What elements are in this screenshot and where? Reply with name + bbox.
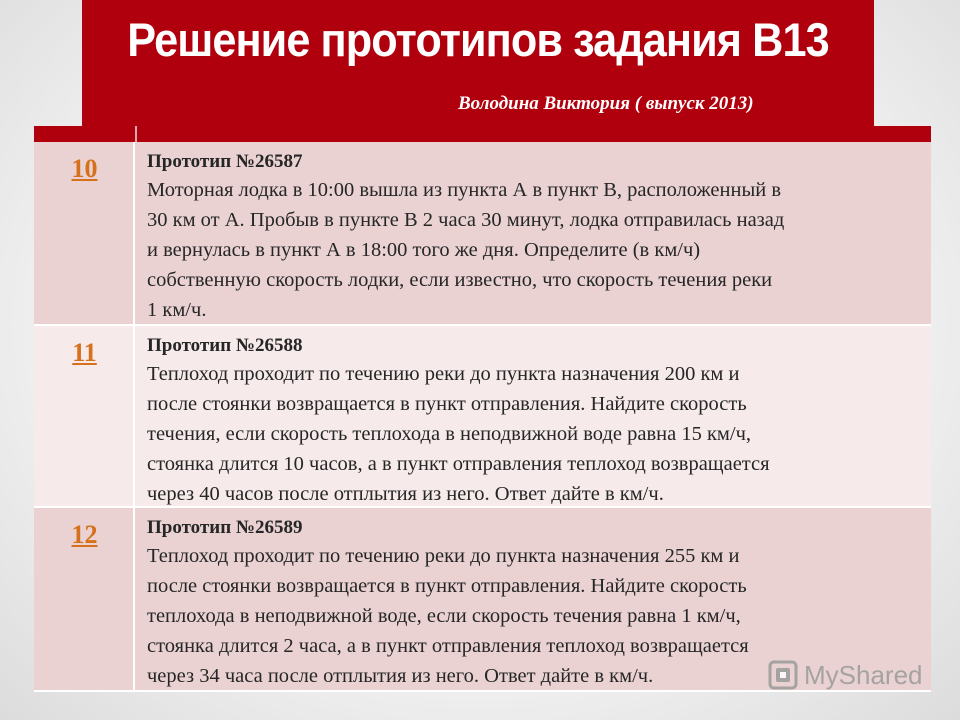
- table-row-10: [34, 142, 931, 326]
- page-title: Решение прототипов задания B13: [127, 13, 829, 66]
- row-content: [147, 149, 917, 325]
- task-link-10[interactable]: 10: [71, 154, 98, 183]
- watermark-text: MyShared: [804, 659, 923, 690]
- task-link-12[interactable]: 12: [71, 520, 98, 549]
- table-row-11: [34, 326, 931, 508]
- row-number-cell: [34, 142, 135, 324]
- row-number-cell: [34, 326, 135, 506]
- problem-text: Теплоход проходит по течению реки до пункта назначения 255 км и после стоянки возвращается в пункт отправления. Найдите скорость теплохода в неподвижной воде, если скорость течения равна 1 км/ч, стоянка длится 2 часа, а в пункт отправления теплоход возвращается через 34 часа после отплытия из него. Ответ дайте в км/ч.: [147, 545, 749, 687]
- problem-text: Моторная лодка в 10:00 вышла из пункта А в пункт В, расположенный в 30 км от А. Пробыв в пункте В 2 часа 30 минут, лодка отправилась назад и вернулась в пункт А в 18:00 того же дня. Определите (в км/ч) собственную скорость лодки, если известно, что скорость течения реки 1 км/ч.: [147, 179, 785, 321]
- row-number-cell: [34, 508, 135, 690]
- myshared-logo-icon: [768, 660, 798, 690]
- table-header: [34, 126, 931, 142]
- table-header-divider: [135, 126, 137, 142]
- prototype-heading: Прототип №26589: [147, 517, 303, 538]
- prototype-heading: Прототип №26588: [147, 335, 303, 356]
- prototype-heading: Прототип №26587: [147, 151, 303, 172]
- myshared-watermark: [768, 657, 923, 693]
- problem-text: Теплоход проходит по течению реки до пункта назначения 200 км и после стоянки возвращается в пункт отправления. Найдите скорость течения, если скорость теплохода в неподвижной воде равна 15 км/ч, стоянка длится 10 часов, а в пункт отправления теплоход возвращается через 40 часов после отплытия из него. Ответ дайте в км/ч.: [147, 363, 770, 505]
- title-banner: [82, 0, 874, 126]
- author-subtitle: Володина Виктория ( выпуск 2013): [458, 93, 754, 114]
- task-link-11[interactable]: 11: [72, 338, 97, 367]
- row-content: [147, 333, 917, 509]
